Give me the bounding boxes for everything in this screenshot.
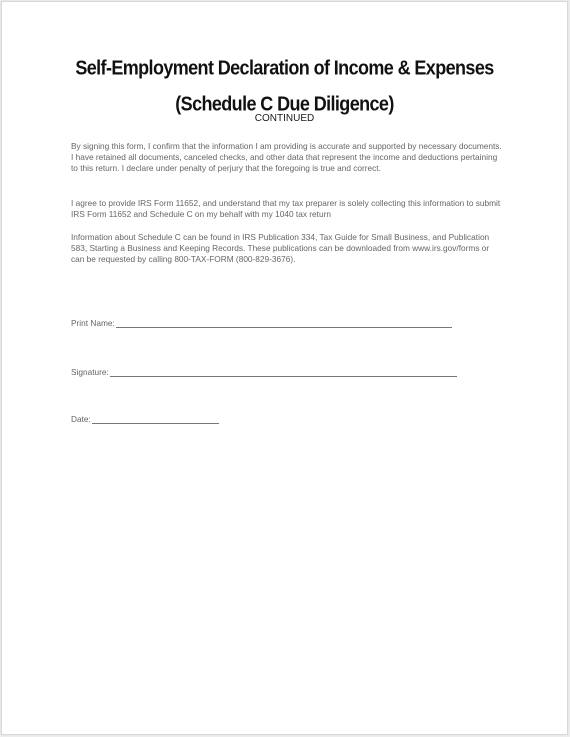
information-paragraph: Information about Schedule C can be found in IRS Publication 334, Tax Guide for Small Business, and Publication 583, Starting a Business and Keeping Records. These publications can be downloaded from www.irs.gov/forms or can be requested by calling 800-TAX-FORM (800-829-3676). xyxy=(71,232,490,265)
agreement-paragraph: I agree to provide IRS Form 11652, and understand that my tax preparer is solely collecting this information to submit IRS Form 11652 and Schedule C on my behalf with my 1040 tax return xyxy=(71,198,501,220)
print-name-line[interactable] xyxy=(116,318,452,328)
continued-label: CONTINUED xyxy=(254,113,315,124)
declaration-paragraph: By signing this form, I confirm that the information I am providing is accurate and supported by necessary documents. I have retained all documents, canceled checks, and other data that represent the income and deductions pertaining to this return. I declare under penalty of perjury that the foregoing is true and correct. xyxy=(71,141,502,174)
form-title: Self-Employment Declaration of Income & Expenses xyxy=(75,56,494,80)
form-page xyxy=(1,1,568,735)
signature-line[interactable] xyxy=(110,367,457,377)
date-label: Date: xyxy=(71,414,91,424)
date-line[interactable] xyxy=(92,414,219,424)
signature-field xyxy=(71,367,457,377)
print-name-label: Print Name: xyxy=(71,318,115,328)
date-field xyxy=(71,414,219,424)
signature-label: Signature: xyxy=(71,367,109,377)
form-subtitle: (Schedule C Due Diligence) xyxy=(175,92,394,116)
print-name-field xyxy=(71,318,452,328)
